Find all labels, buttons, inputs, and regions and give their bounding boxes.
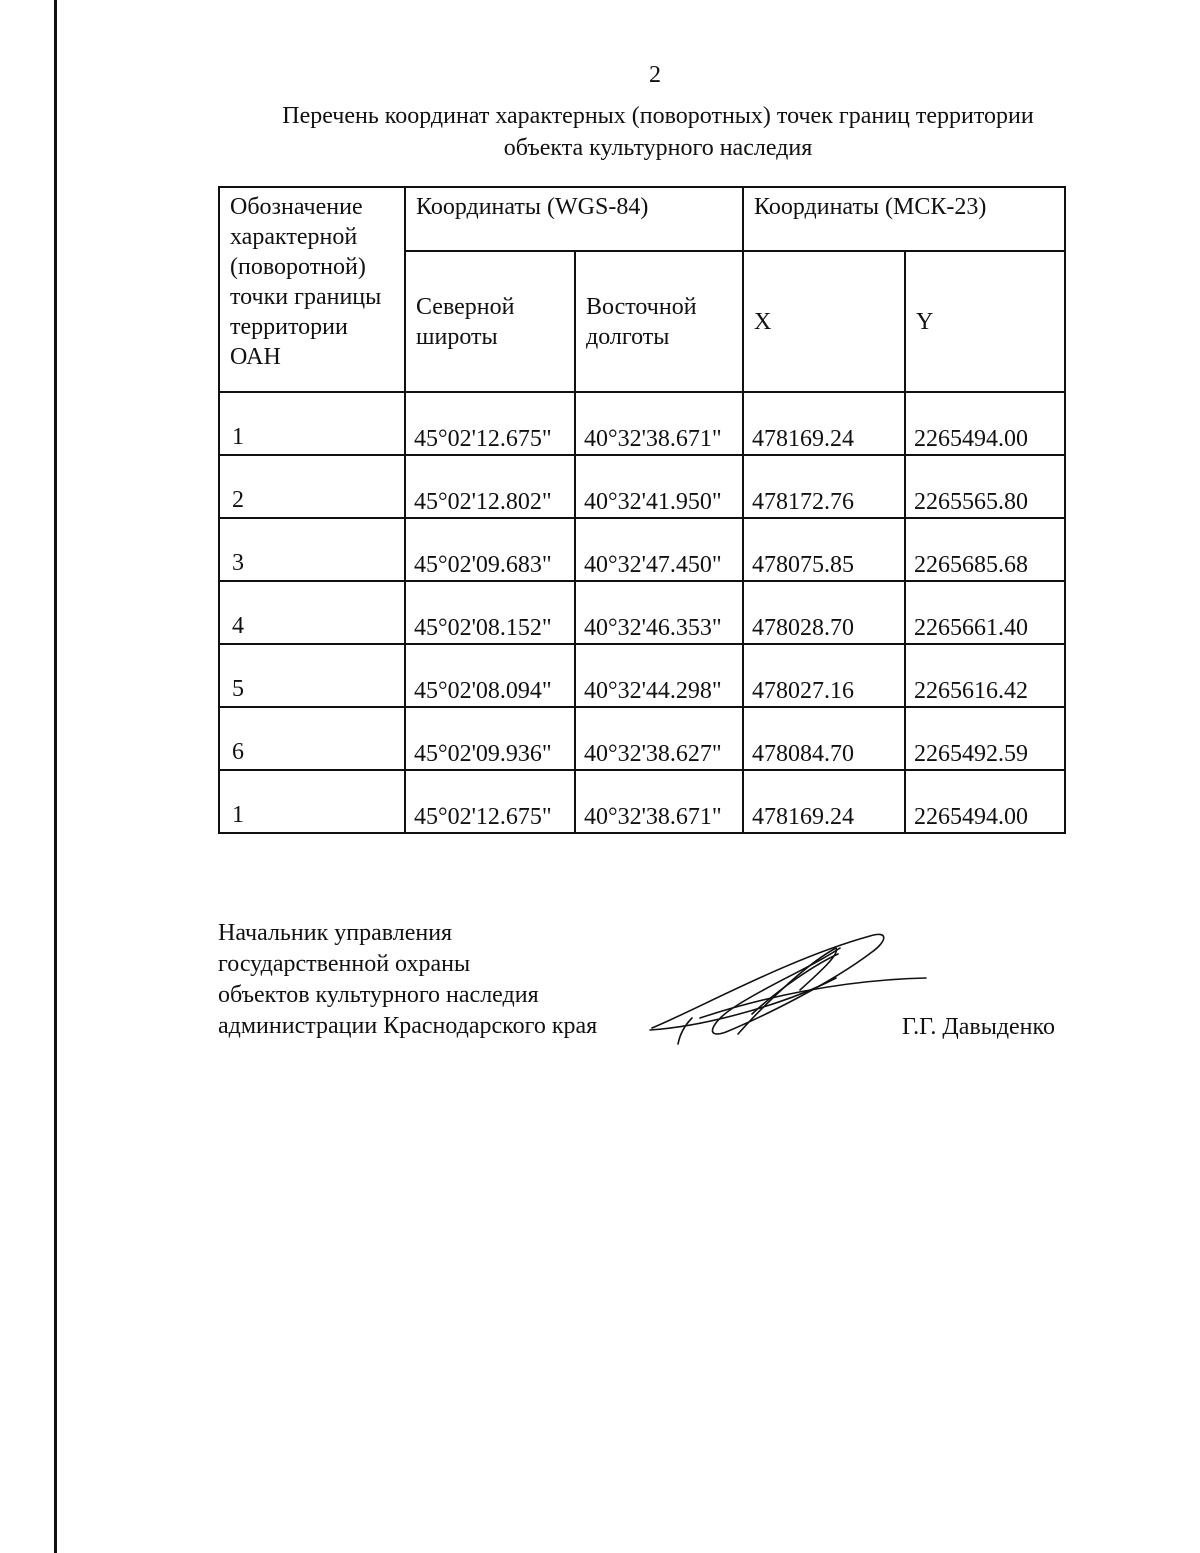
subheader-east-longitude: Восточной долготы (575, 251, 743, 392)
cell-y: 2265685.68 (905, 518, 1065, 581)
subheader-y: Y (905, 251, 1065, 392)
cell-point: 4 (219, 581, 405, 644)
position-line-2: государственной охраны (218, 951, 471, 977)
table-row (219, 707, 1065, 770)
cell-east: 40°32'38.627" (575, 707, 743, 770)
subheader-north-latitude: Северной широты (405, 251, 575, 392)
table-header-row (219, 187, 1065, 251)
cell-north: 45°02'09.683" (405, 518, 575, 581)
cell-x: 478028.70 (743, 581, 905, 644)
cell-east: 40°32'41.950" (575, 455, 743, 518)
cell-point: 6 (219, 707, 405, 770)
cell-x: 478084.70 (743, 707, 905, 770)
header-msk23: Координаты (МСК-23) (743, 187, 1065, 251)
cell-y: 2265492.59 (905, 707, 1065, 770)
page-number: 2 (649, 62, 661, 88)
cell-x: 478169.24 (743, 770, 905, 833)
title-line-2: объекта культурного наследия (503, 135, 813, 161)
position-line-4: администрации Краснодарского края (218, 1013, 598, 1039)
cell-east: 40°32'44.298" (575, 644, 743, 707)
header-wgs84: Координаты (WGS-84) (405, 187, 743, 251)
cell-y: 2265616.42 (905, 644, 1065, 707)
coordinates-table (218, 186, 1066, 834)
cell-point: 5 (219, 644, 405, 707)
title-line-1: Перечень координат характерных (поворотных) точек границ территории (282, 103, 1034, 129)
cell-point: 1 (219, 770, 405, 833)
cell-north: 45°02'08.094" (405, 644, 575, 707)
cell-north: 45°02'12.802" (405, 455, 575, 518)
cell-y: 2265565.80 (905, 455, 1065, 518)
scan-edge-line (54, 0, 57, 1553)
cell-point: 1 (219, 392, 405, 455)
cell-north: 45°02'09.936" (405, 707, 575, 770)
cell-east: 40°32'38.671" (575, 770, 743, 833)
cell-x: 478027.16 (743, 644, 905, 707)
cell-x: 478169.24 (743, 392, 905, 455)
position-line-1: Начальник управления (218, 920, 453, 946)
cell-y: 2265494.00 (905, 392, 1065, 455)
cell-y: 2265494.00 (905, 770, 1065, 833)
cell-y: 2265661.40 (905, 581, 1065, 644)
subheader-x: X (743, 251, 905, 392)
cell-x: 478075.85 (743, 518, 905, 581)
cell-point: 2 (219, 455, 405, 518)
cell-north: 45°02'12.675" (405, 770, 575, 833)
table-row (219, 770, 1065, 833)
document-title (228, 100, 1088, 164)
signer-name: Г.Г. Давыденко (902, 1014, 1055, 1040)
cell-x: 478172.76 (743, 455, 905, 518)
cell-east: 40°32'46.353" (575, 581, 743, 644)
table-row (219, 644, 1065, 707)
cell-north: 45°02'08.152" (405, 581, 575, 644)
table-row (219, 518, 1065, 581)
position-line-3: объектов культурного наследия (218, 982, 539, 1008)
handwritten-signature (640, 918, 940, 1058)
cell-east: 40°32'47.450" (575, 518, 743, 581)
table-row (219, 392, 1065, 455)
cell-north: 45°02'12.675" (405, 392, 575, 455)
cell-point: 3 (219, 518, 405, 581)
header-point-designation: Обозначение характерной (поворотной) точки границы территории ОАН (219, 187, 405, 392)
cell-east: 40°32'38.671" (575, 392, 743, 455)
signatory-position (218, 918, 597, 1042)
table-row (219, 455, 1065, 518)
table-row (219, 581, 1065, 644)
